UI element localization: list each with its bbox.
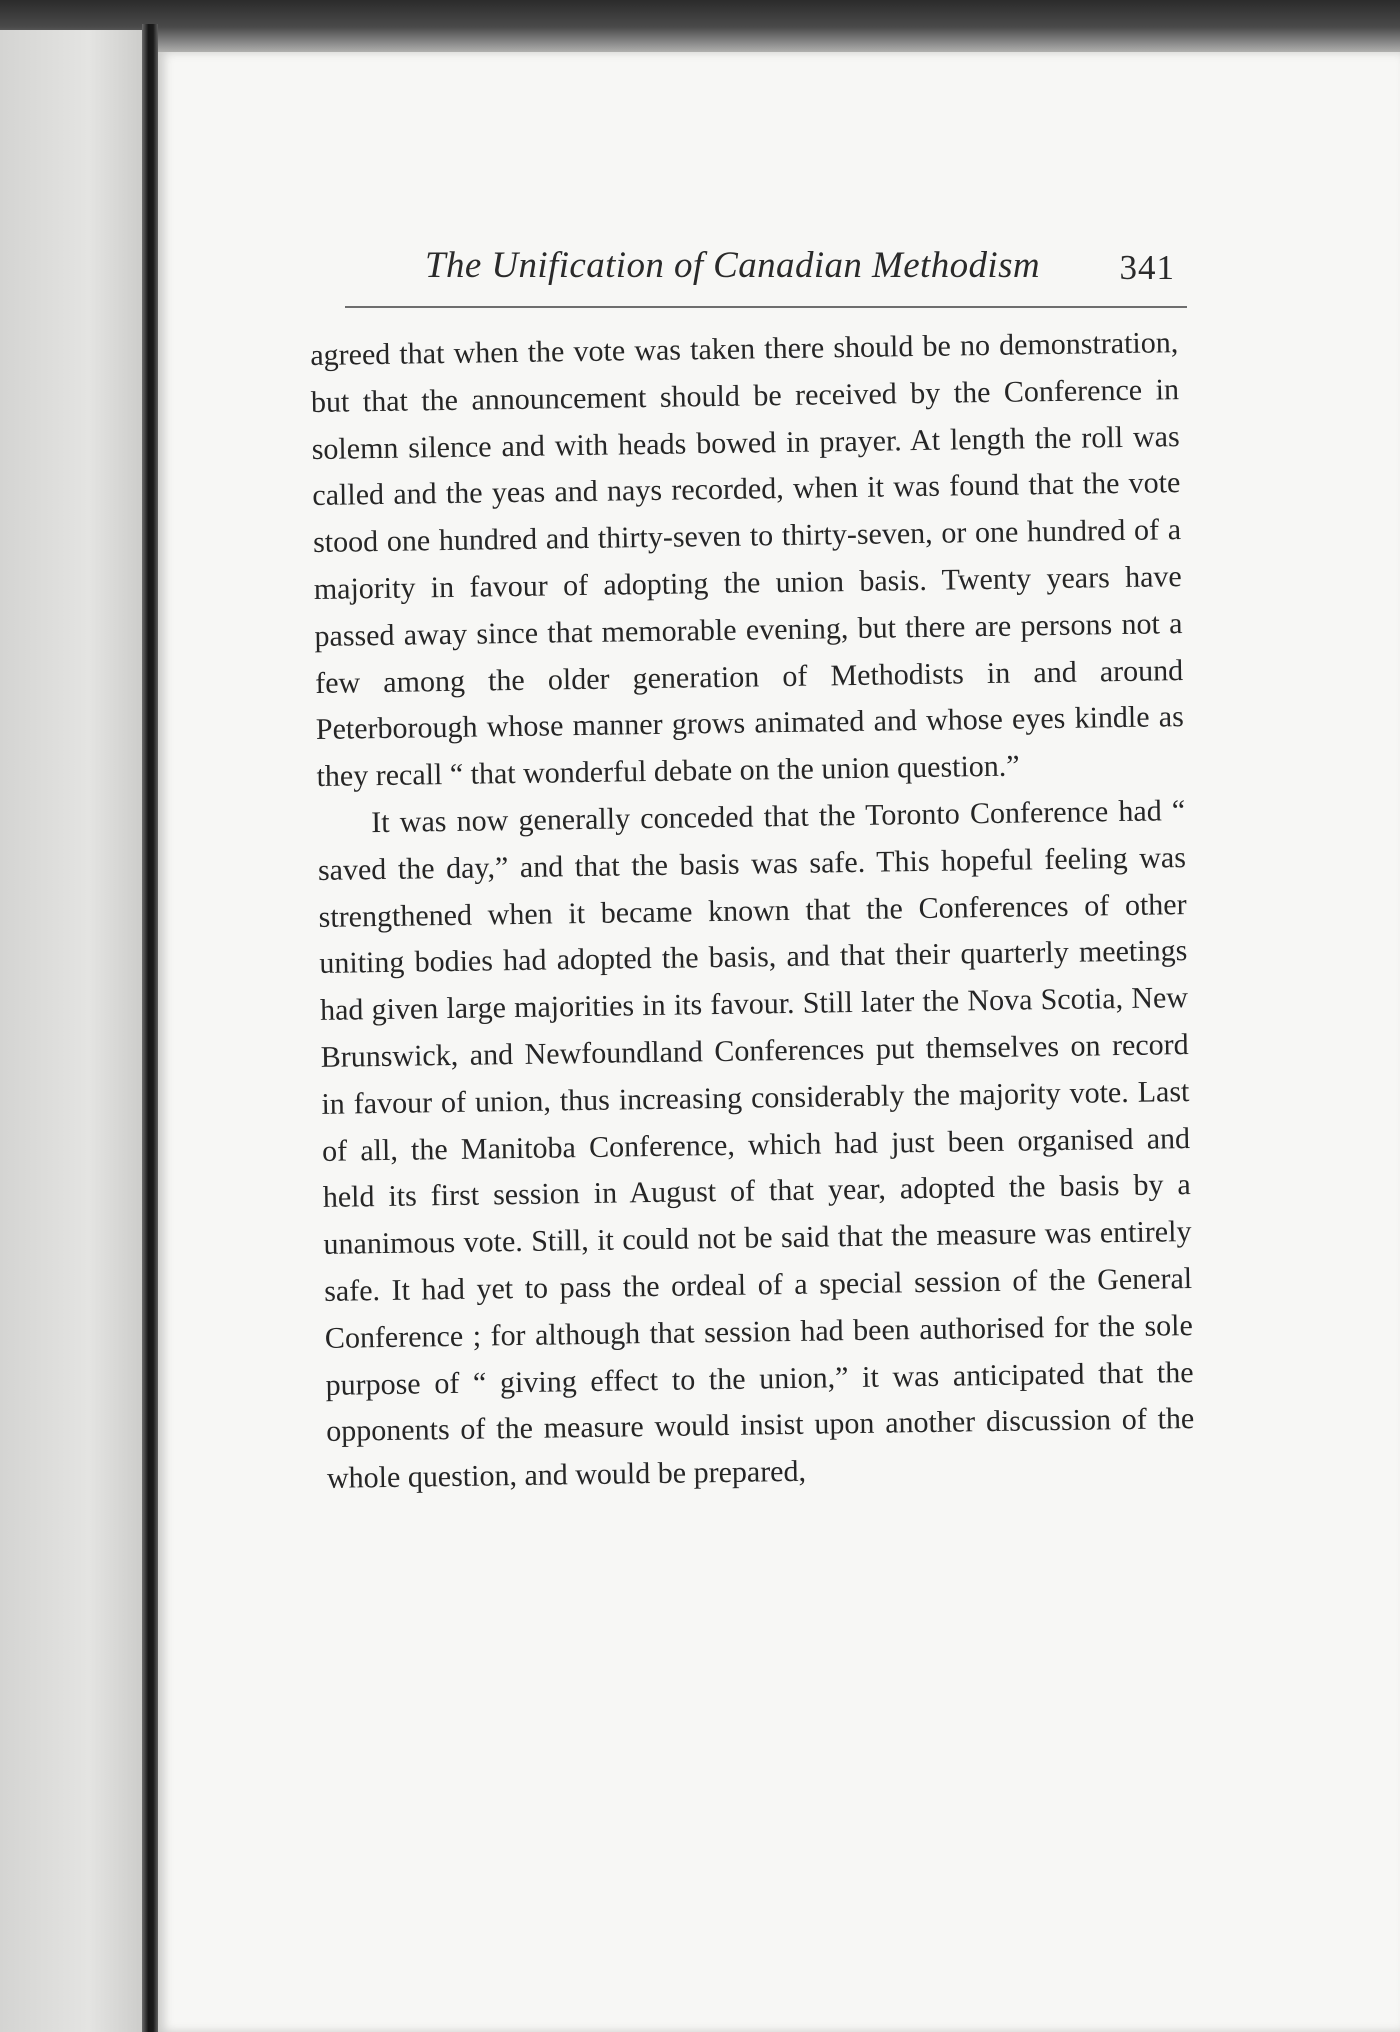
paragraph-1: agreed that when the vote was taken there should be no demonstration, but that the announcement should be received by the Conference in solemn silence and with heads bowed in prayer. At length the roll was called and the yeas and nays recorded, when it was found that the vote stood one hundred and thirty-seven to thirty-seven, or one hundred of a majority in favour of adopting the union basis. Twenty years have passed away since that memorable evening, but there are persons not a few among the older generation of Methodists in and around Peterborough whose manner grows animated and whose eyes kindle as they recall “ that wonderful debate on the union question.”: [310, 326, 1185, 794]
page-number: 341: [1119, 248, 1175, 287]
book-gutter: [142, 24, 158, 2032]
paragraph-2: It was now generally conceded that the Toronto Conference had “ saved the day,” and that the basis was safe. This hopeful feeling was strengthened when it became known that the Conferences of other uniting bodies had adopted the basis, and that their quarterly meetings had given large majorities in its favour. Still later the Nova Scotia, New Brunswick, and Newfoundland Conferences put themselves on record in favour of union, thus increasing considerably the majority vote. Last of all, the Manitoba Conference, which had just been organised and held its first session in August of that year, adopted the basis by a unanimous vote. Still, it could not be said that the measure was entirely safe. It had yet to pass the ordeal of a special session of the General Conference ; for although that session had been authorised for the sole purpose of “ giving effect to the union,” it was anticipated that the opponents of the measure would insist upon another discussion of the whole question, and would be prepared,: [317, 794, 1195, 1495]
scan-top-shadow: [0, 0, 1400, 60]
page-header: [345, 244, 1187, 300]
running-title: The Unification of Canadian Methodism: [425, 245, 1041, 286]
facing-page-edge: [0, 30, 148, 2032]
body-text: [310, 320, 1195, 1503]
header-rule: [345, 306, 1187, 308]
